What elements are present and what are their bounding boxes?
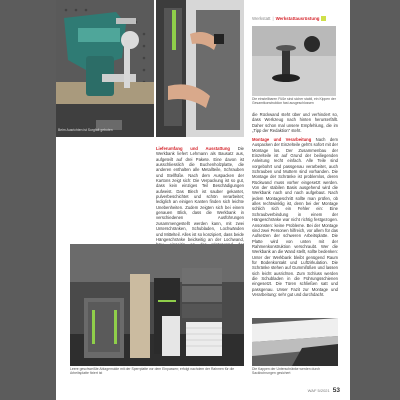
section-label: Werkstatt bbox=[252, 15, 271, 21]
page-number: 53 bbox=[332, 387, 340, 394]
caption-bottom-right: Die Kappen der Unterschränke werden durch Sackbohrungen gesichert bbox=[252, 367, 321, 375]
caption-top-right: Die einstellbaren Füße sind sicher stabil, ein Kippen der Gesamtkonstruktion fast ausgeschlossen bbox=[252, 97, 336, 105]
body-column-left bbox=[156, 146, 244, 242]
photo-adjustable-foot bbox=[252, 26, 336, 96]
cabinets-illustration bbox=[70, 244, 244, 366]
foot-illustration bbox=[252, 26, 336, 96]
photo-hand-cabinet bbox=[156, 0, 244, 137]
vise-illustration bbox=[56, 0, 154, 137]
body-right-text: Nach dem Auspacken der Einzelteile geht's sofort mit der Montage los. Der Zusammenbau der Einzelteile ist auf Grund der beiliegenden Anleitung recht einfach. Alle Teile sind vorgebohrt und passgenau verarbeitet, auch Schrauben und Muttern sind vorhanden. Die Montage der Schränke ist problemlos, deren Rückwand muss vorher eingesetzt werden. Von der stabilen Basis ausgehend wird die Werkbank nach und nach aufgebaut. Nach jedem Montageschritt sollte man prüfen, ob alles rechtwinklig ist, denn bei der Montage schlich sich ein Fehler ein: Eine Schraubverbindung in einem der Hängeschränke war nicht richtig festgezogen. Ansonsten: keine Probleme. Bei der Montage sind zwei Personen hilfreich, vor allem für das Aufsetzen der schweren Arbeitsplatte. Die Platte wird von unten mit der Rahmenkonstruktion verschraubt. Wer die Werkbank an die Wand stellt, sollte bedenken: Unter der Werkbank bleibt genügend Raum für Bodenkontakt und Luftzirkulation. Die Schränke stehen auf Gummifüßen und lassen sich leicht ausrichten. Zum Schluss werden die Schubladen in die Führungsschienen eingesetzt. Die Türen schließen satt und passgenau. Unser Fazit zur Montage und Verarbeitung: sehr gut und durchdacht. bbox=[252, 137, 338, 297]
folio-source: WAF 5/2021 bbox=[307, 388, 330, 393]
heading-montage: Montage und Verarbeitung bbox=[252, 137, 316, 142]
section-title: Werkstattausrüstung bbox=[275, 15, 320, 21]
heading-lieferumfang: Lieferumfang und Ausstattung bbox=[156, 146, 238, 151]
photo-cabinets bbox=[70, 244, 244, 366]
body-column-right bbox=[252, 137, 338, 317]
caption-bottom-left: Leere geschweißte Ablagemulde mit der Sperrplatte vor dem Einpassen; erfolgt nachdem der Rahmen für die Arbeitsplatte fixiert ist bbox=[70, 367, 235, 375]
photo-vise-pegboard bbox=[56, 0, 154, 137]
body-left-text: Die Werkbank liefert Lehmann als Bausatz aus, aufgeteilt auf drei Pakete. Eine davon ist ausschliesslich die Buchenholzplatte, die anderen enthalten alle Metallteile, Schrauben und Stellfüße. Nach dem Auspacken der Kartons zeigt sich: Die Verpackung ist so gut, dass kein einziges Teil Beschädigungen aufweist. Das Blech ist sauber gekantet, pulverbeschichtet und schön verarbeitet; lediglich an einigen Kanten finden sich leichte Unebenheiten. Zudem zeigten sich bei einem genauen Blick, dass die Werkbank in verschiedenen Ausführungen zusammengestellt werden kann, mit zwei Unterschränken, Schubladen, Lochwänden und Mittelteil. Alles ist so konzipiert, dass beide Hängeschränke beidseitig an der Lochwand, bbox=[156, 146, 244, 242]
body-right-top-text: die Rückwand steht über und verhindert so, dass Werkzeug nach hinten herunterfällt. Daher schon mal unsere Empfehlung, die im „Tipp der Redaktion" steht. bbox=[252, 112, 338, 134]
caps-illustration bbox=[252, 318, 338, 366]
hand-cabinet-illustration bbox=[156, 0, 244, 137]
section-marker-icon bbox=[321, 16, 326, 21]
section-header: Werkstatt | Werkstattausrüstung bbox=[252, 14, 326, 22]
page-folio bbox=[308, 387, 340, 394]
caption-top-left: Beim Ausrichten ist Sorgfalt geboten bbox=[58, 128, 113, 132]
photo-cabinet-caps bbox=[252, 318, 338, 366]
body-right-top bbox=[252, 112, 338, 136]
magazine-page bbox=[56, 0, 350, 400]
